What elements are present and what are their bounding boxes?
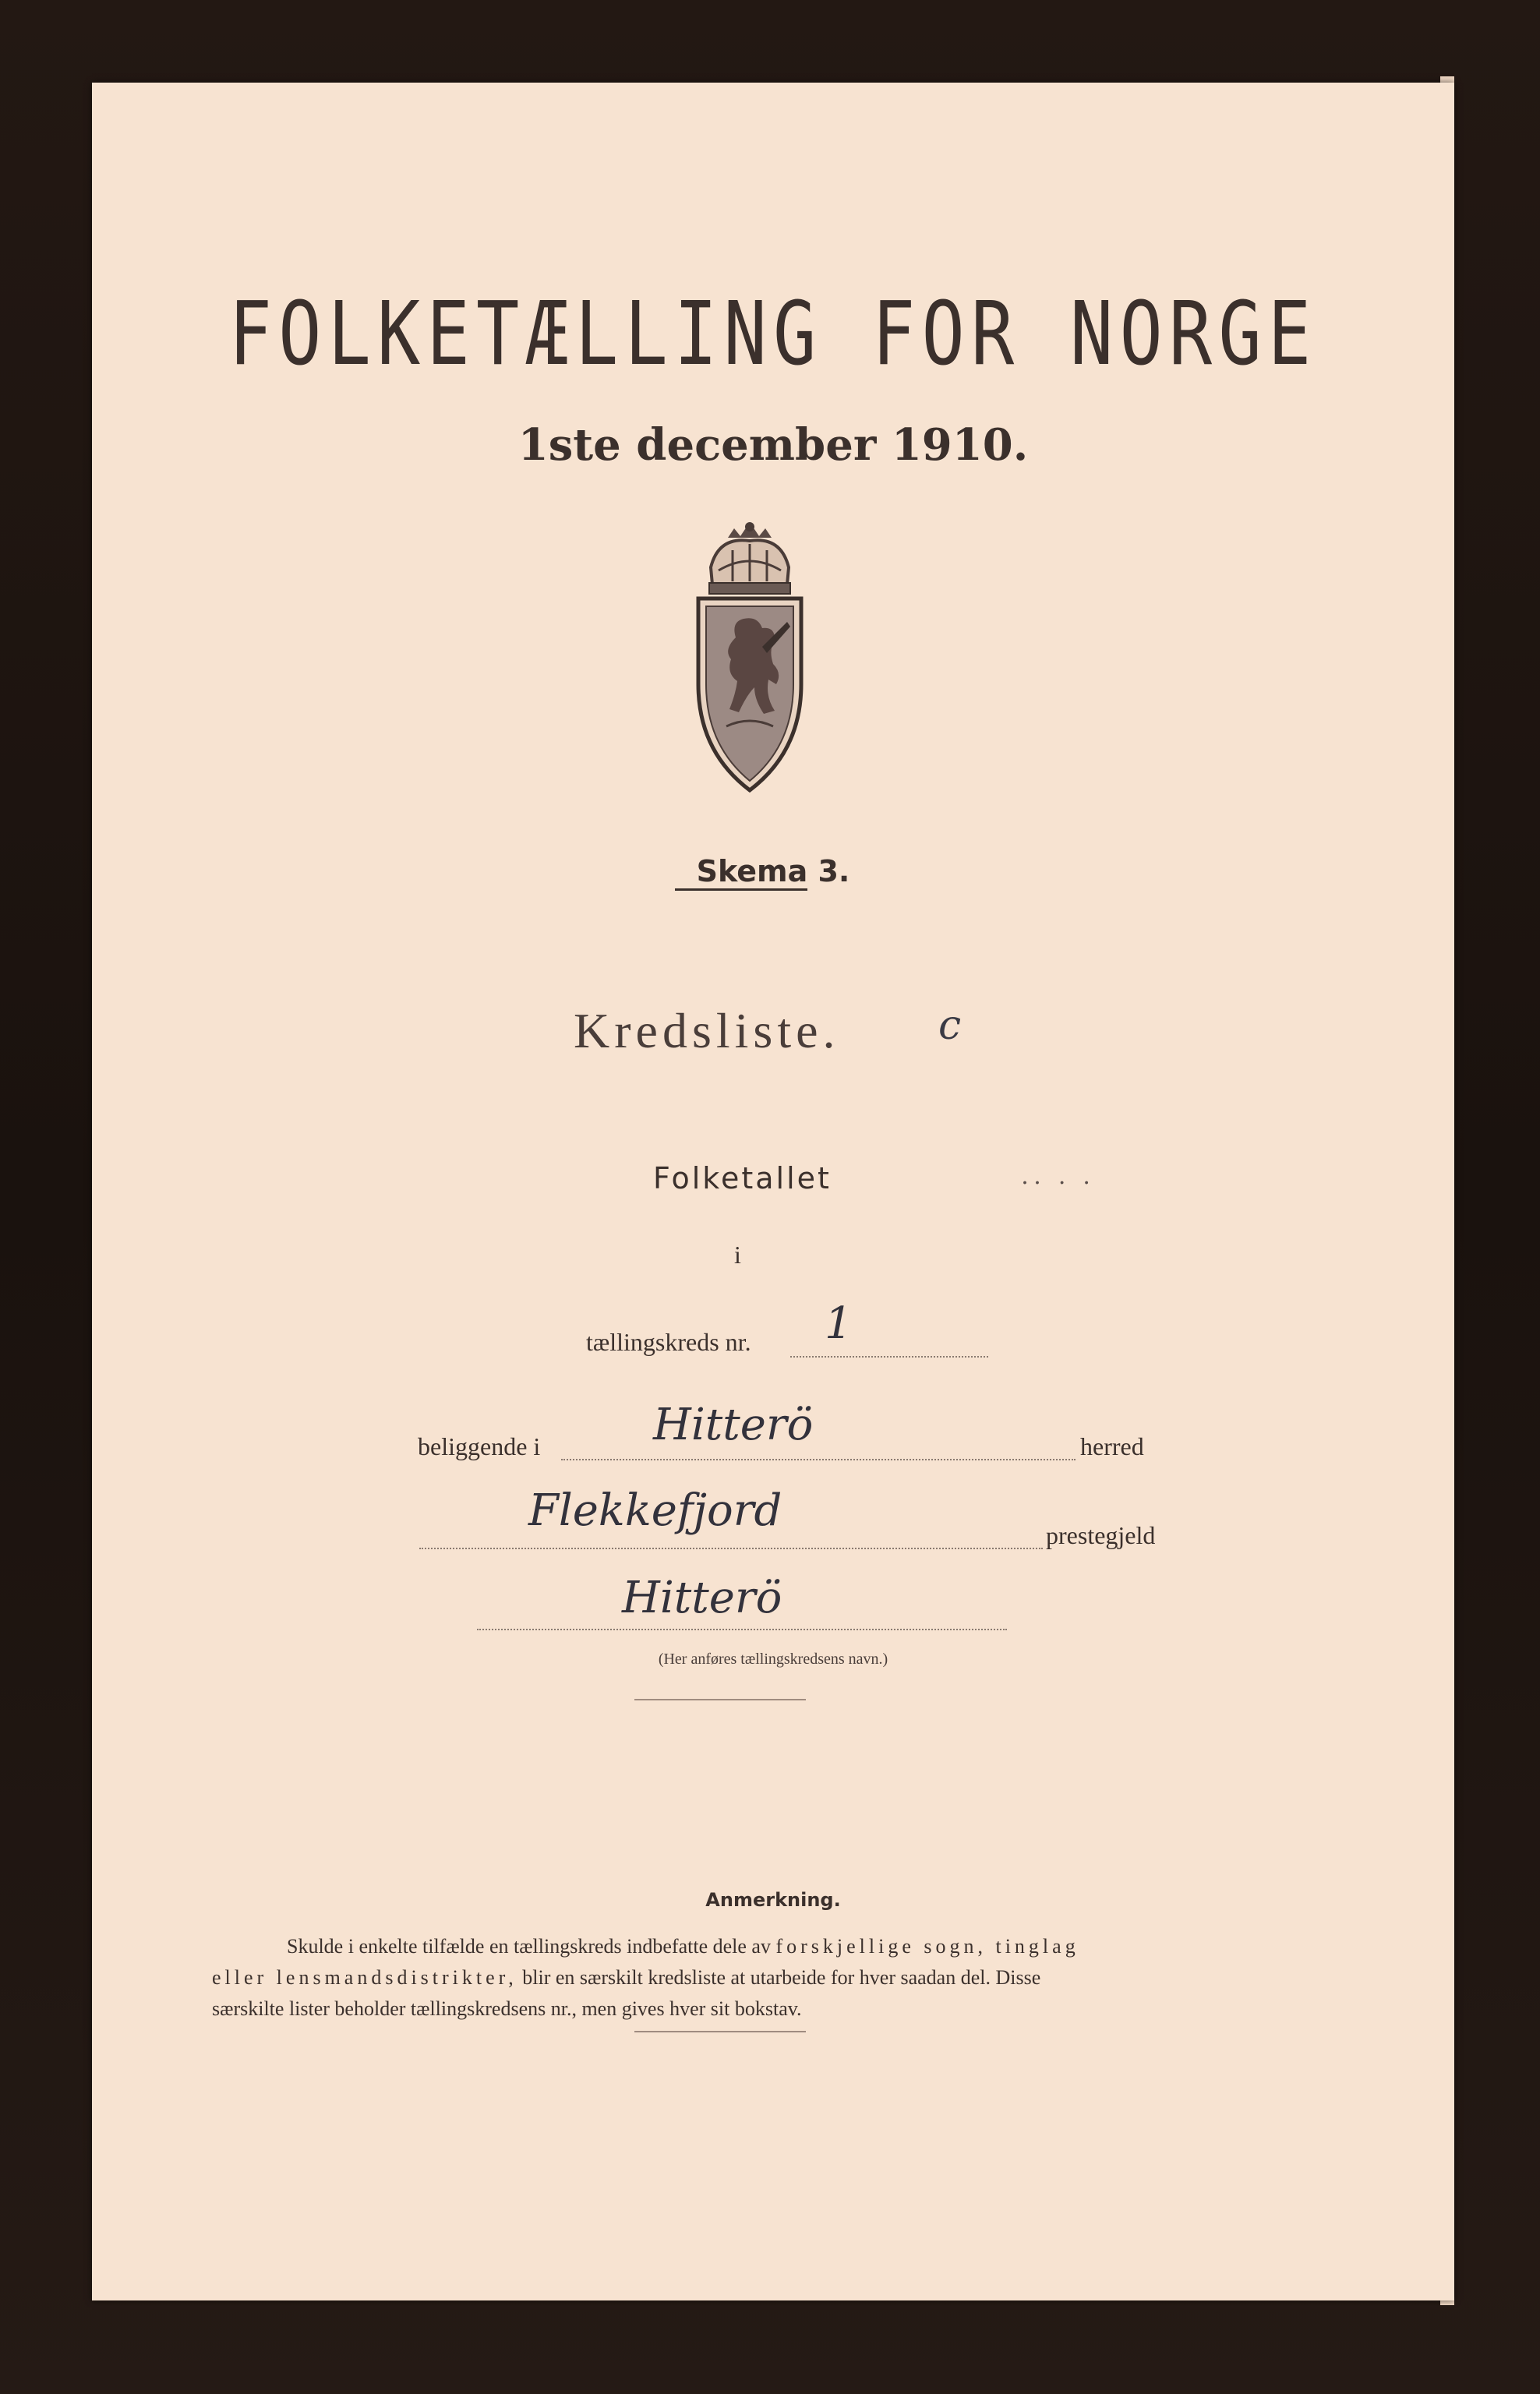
form-title-handwritten-mark: c — [938, 1002, 962, 1049]
kreds-name-value: Hitterö — [622, 1573, 782, 1623]
document-title: FOLKETÆLLING FOR NORGE — [228, 284, 1318, 385]
folketallet-marks: ․․ ․ ․ — [1021, 1163, 1096, 1190]
kreds-number-value: 1 — [825, 1298, 853, 1349]
coat-of-arms-icon — [687, 521, 812, 793]
preposition-i: i — [734, 1241, 741, 1269]
kreds-number-label: tællingskreds nr. — [586, 1328, 751, 1356]
census-date: 1ste december 1910. — [517, 419, 1029, 471]
herred-line — [561, 1459, 1076, 1460]
note-line-1b: forskjellige sogn, tinglag — [775, 1935, 1079, 1958]
schema-underline — [675, 888, 807, 891]
kreds-name-caption: (Her anføres tællingskredsens navn.) — [658, 1651, 888, 1668]
folketallet-label: Folketallet — [653, 1161, 832, 1195]
note-line-2a: eller lensmandsdistrikter, — [212, 1966, 517, 1989]
herred-label: herred — [1080, 1432, 1144, 1460]
note-line-1a: Skulde i enkelte tilfælde en tællingskreds indbefatte dele av — [287, 1935, 771, 1958]
herred-value: Hitterö — [653, 1400, 814, 1450]
prestegjeld-value: Flekkefjord — [528, 1485, 782, 1536]
prestegjeld-label: prestegjeld — [1046, 1521, 1156, 1549]
kreds-name-line — [477, 1629, 1007, 1630]
note-line-2b: blir en særskilt kredsliste at utarbeide for hver saadan del. Disse — [522, 1966, 1041, 1989]
kreds-number-line — [790, 1356, 988, 1358]
form-title: Kredsliste. — [574, 1003, 840, 1058]
note-text — [212, 1931, 1287, 2025]
prestegjeld-line — [419, 1548, 1043, 1549]
schema-number: Skema 3. — [696, 854, 850, 888]
note-heading: Anmerkning. — [705, 1889, 841, 1911]
location-label: beliggende i — [418, 1432, 541, 1460]
census-form-page — [92, 83, 1454, 2300]
divider-2 — [634, 2031, 806, 2032]
note-line-3: særskilte lister beholder tællingskredsens nr., men gives hver sit bokstav. — [212, 1997, 802, 2020]
divider-1 — [634, 1699, 806, 1700]
